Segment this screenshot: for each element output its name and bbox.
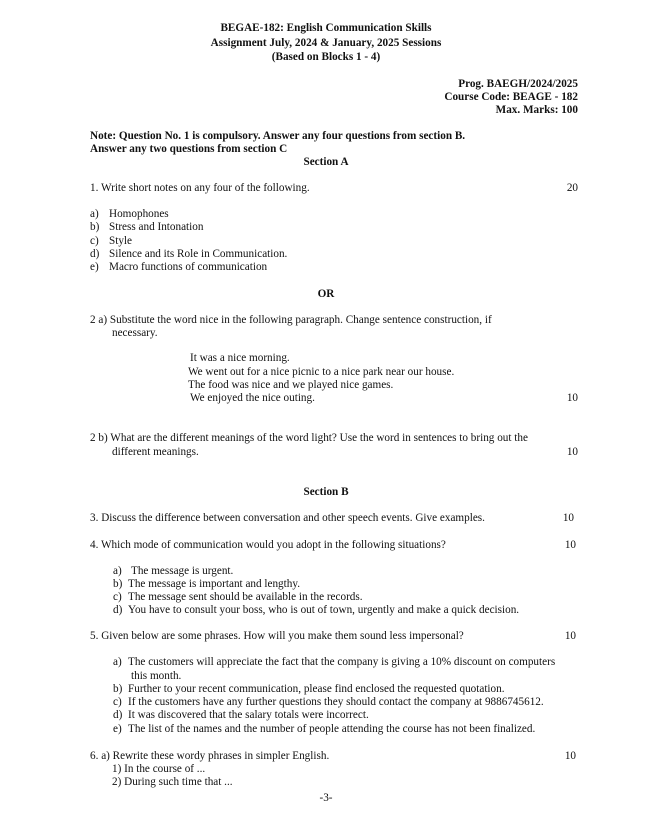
- list-item-label: d): [90, 248, 100, 260]
- paragraph-line: We enjoyed the nice outing.: [190, 392, 315, 404]
- list-item: 2) During such time that ...: [112, 776, 233, 788]
- list-item: Macro functions of communication: [109, 261, 268, 273]
- paragraph-line: The food was nice and we played nice games.: [188, 379, 394, 391]
- list-item-label: c): [113, 696, 122, 708]
- max-marks: Max. Marks: 100: [495, 104, 578, 116]
- list-item-label: a): [113, 565, 122, 577]
- list-item-label: d): [113, 709, 123, 721]
- section-b-heading: Section B: [303, 486, 349, 498]
- list-item-continuation: this month.: [131, 670, 182, 682]
- question-1-marks: 20: [566, 182, 578, 194]
- list-item: The list of the names and the number of people attending the course has not been finalized.: [128, 723, 536, 735]
- question-6a: 6. a) Rewrite these wordy phrases in simpler English.: [90, 750, 330, 762]
- list-item: Style: [109, 235, 132, 247]
- list-item: Homophones: [109, 208, 169, 220]
- paragraph-line: We went out for a nice picnic to a nice park near our house.: [188, 366, 455, 378]
- list-item-label: a): [113, 656, 122, 668]
- question-2b-line-2: different meanings.: [112, 446, 199, 458]
- question-3-marks: 10: [562, 512, 574, 524]
- list-item-label: e): [113, 723, 122, 735]
- question-4-marks: 10: [564, 539, 576, 551]
- list-item: Further to your recent communication, please find enclosed the requested quotation.: [128, 683, 505, 695]
- list-item-label: b): [113, 683, 123, 695]
- question-2b-marks: 10: [566, 446, 578, 458]
- sessions-line: Assignment July, 2024 & January, 2025 Sessions: [210, 37, 442, 49]
- question-2a-line-1: 2 a) Substitute the word nice in the following paragraph. Change sentence construction, if: [90, 314, 492, 326]
- question-2b-line-1: 2 b) What are the different meanings of the word light? Use the word in sentences to bring out the: [90, 432, 528, 444]
- list-item-label: b): [113, 578, 123, 590]
- note-line-1: Note: Question No. 1 is compulsory. Answer any four questions from section B.: [90, 130, 466, 142]
- list-item: You have to consult your boss, who is out of town, urgently and make a quick decision.: [128, 604, 520, 616]
- list-item: The customers will appreciate the fact that the company is giving a 10% discount on computers: [128, 656, 556, 668]
- question-4: 4. Which mode of communication would you adopt in the following situations?: [90, 539, 446, 551]
- question-2a-marks: 10: [566, 392, 578, 404]
- list-item-label: e): [90, 261, 99, 273]
- paragraph-line: It was a nice morning.: [190, 352, 290, 364]
- list-item: Stress and Intonation: [109, 221, 204, 233]
- list-item: The message sent should be available in the records.: [128, 591, 363, 603]
- list-item: 1) In the course of ...: [112, 763, 206, 775]
- list-item-label: d): [113, 604, 123, 616]
- question-2a-line-2: necessary.: [112, 327, 158, 339]
- question-1: 1. Write short notes on any four of the following.: [90, 182, 310, 194]
- question-3: 3. Discuss the difference between conversation and other speech events. Give examples.: [90, 512, 485, 524]
- list-item: If the customers have any further questions they should contact the company at 9886745612.: [128, 696, 544, 708]
- note-line-2: Answer any two questions from section C: [90, 143, 288, 155]
- page-number: -3-: [319, 792, 333, 804]
- question-5-marks: 10: [564, 630, 576, 642]
- list-item: Silence and its Role in Communication.: [109, 248, 288, 260]
- or-divider: OR: [317, 288, 335, 300]
- list-item: The message is urgent.: [131, 565, 234, 577]
- list-item-label: c): [113, 591, 122, 603]
- program-code: Prog. BAEGH/2024/2025: [458, 78, 578, 90]
- list-item-label: b): [90, 221, 100, 233]
- question-5: 5. Given below are some phrases. How will you make them sound less impersonal?: [90, 630, 464, 642]
- course-code: Course Code: BEAGE - 182: [444, 91, 578, 103]
- list-item-label: c): [90, 235, 99, 247]
- list-item: The message is important and lengthy.: [128, 578, 301, 590]
- question-6a-marks: 10: [564, 750, 576, 762]
- list-item: It was discovered that the salary totals were incorrect.: [128, 709, 369, 721]
- blocks-line: (Based on Blocks 1 - 4): [271, 51, 381, 63]
- list-item-label: a): [90, 208, 99, 220]
- document-title: BEGAE-182: English Communication Skills: [220, 22, 432, 34]
- section-a-heading: Section A: [303, 156, 349, 168]
